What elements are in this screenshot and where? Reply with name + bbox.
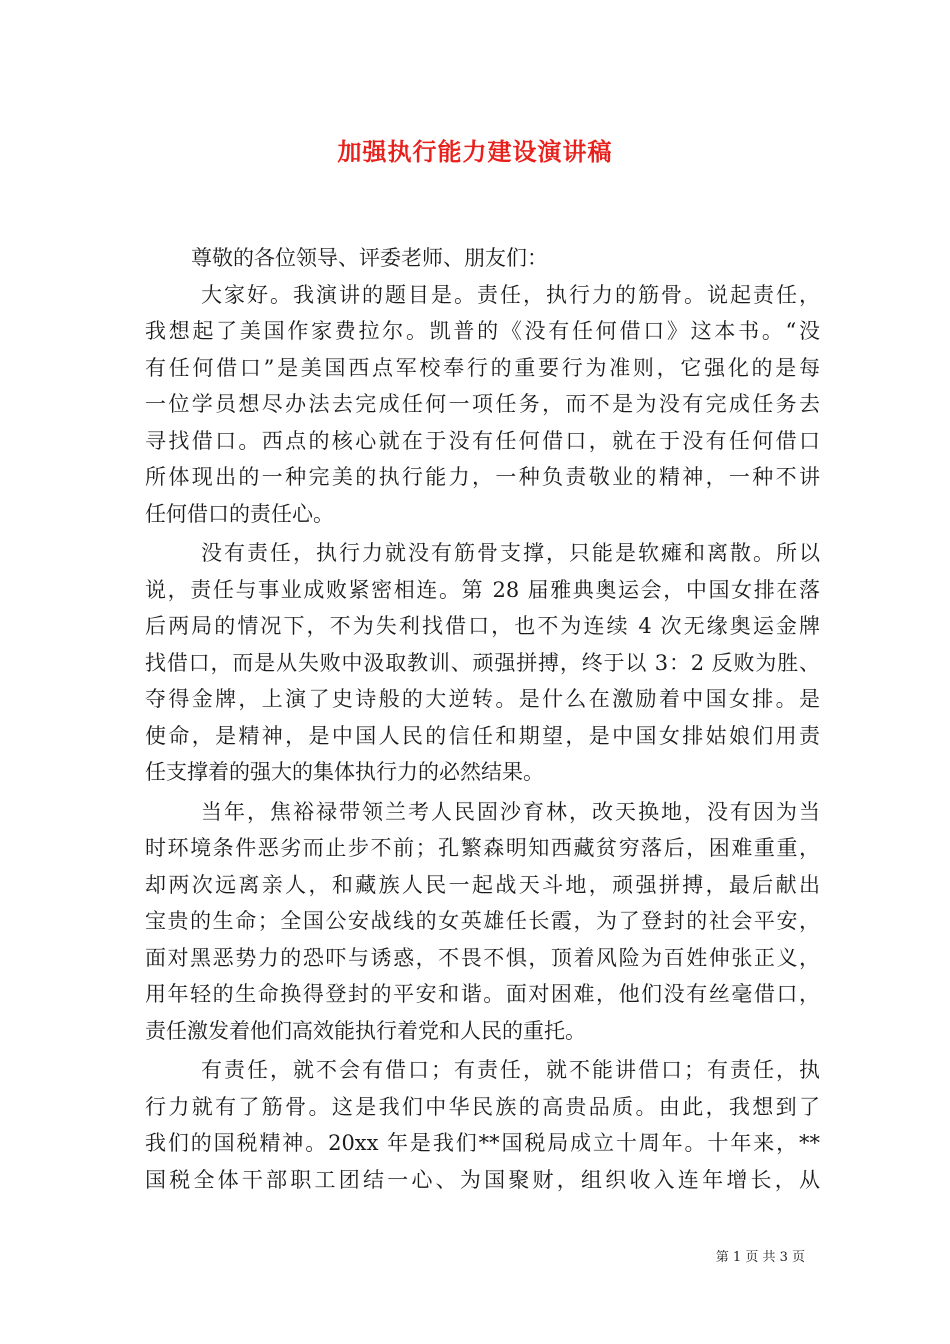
text-line: 面对黑恶势力的恐吓与诱惑，不畏不惧，顶着风险为百姓伸张正义， [145, 945, 820, 970]
text-line: 后两局的情况下，不为失利找借口，也不为连续 4 次无缘奥运金牌 [145, 614, 820, 638]
text-line: 有责任，就不会有借口；有责任，就不能讲借口；有责任，执 [201, 1058, 820, 1082]
text-line: 国税全体干部职工团结一心、为国聚财，组织收入连年增长，从 [145, 1167, 820, 1192]
text-line: 却两次远离亲人，和藏族人民一起战天斗地，顽强拼搏，最后献出 [145, 872, 820, 897]
text-line: 夺得金牌，上演了史诗般的大逆转。是什么在激励着中国女排。是 [145, 687, 820, 711]
document-title: 加强执行能力建设演讲稿 [337, 137, 613, 166]
text-line: 我们的国税精神。20xx 年是我们**国税局成立十周年。十年来，** [145, 1131, 820, 1155]
text-line: 没有责任，执行力就没有筋骨支撑，只能是软瘫和离散。所以 [201, 541, 820, 565]
text-line: 时环境条件恶劣而止步不前；孔繁森明知西藏贫穷落后，困难重重， [145, 836, 820, 860]
text-line: 说，责任与事业成败紧密相连。第 28 届雅典奥运会，中国女排在落 [145, 577, 820, 602]
text-line: 当年，焦裕禄带领兰考人民固沙育林，改天换地，没有因为当 [201, 799, 820, 824]
text-line: 使命，是精神，是中国人民的信任和期望，是中国女排姑娘们用责 [145, 723, 820, 748]
paragraph-2 [145, 535, 820, 794]
salutation: 尊敬的各位领导、评委老师、朋友们： [191, 246, 548, 270]
page-number: 第 1 页 共 3 页 [715, 1250, 805, 1265]
text-line: 所体现出的一种完美的执行能力，一种负责敬业的精神，一种不讲 [145, 465, 820, 489]
paragraph-3 [145, 794, 820, 1053]
paragraph-4 [145, 1052, 820, 1201]
paragraph-1 [145, 277, 820, 536]
text-line: 宝贵的生命；全国公安战线的女英雄任长霞，为了登封的社会平安， [145, 909, 820, 933]
text-line: 一位学员想尽办法去完成任何一项任务，而不是为没有完成任务去 [145, 392, 820, 416]
document-body [145, 240, 820, 1201]
text-line: 找借口，而是从失败中汲取教训、顽强拼搏，终于以 3：2 反败为胜、 [145, 650, 820, 675]
text-line: 用年轻的生命换得登封的平安和谐。面对困难，他们没有丝毫借口， [145, 982, 820, 1006]
text-line: 行力就有了筋骨。这是我们中华民族的高贵品质。由此，我想到了 [145, 1094, 820, 1119]
text-line: 寻找借口。西点的核心就在于没有任何借口，就在于没有任何借口 [145, 428, 820, 453]
text-line: 责任激发着他们高效能执行着党和人民的重托。 [145, 1018, 586, 1043]
text-line: 任支撑着的强大的集体执行力的必然结果。 [145, 760, 544, 784]
text-line: 大家好。我演讲的题目是。责任，执行力的筋骨。说起责任， [201, 282, 820, 307]
text-line: 任何借口的责任心。 [145, 501, 334, 526]
text-line: 有任何借口”是美国西点军校奉行的重要行为准则，它强化的是每 [145, 355, 820, 380]
text-line: 我想起了美国作家费拉尔。凯普的《没有任何借口》这本书。“没 [145, 319, 820, 343]
